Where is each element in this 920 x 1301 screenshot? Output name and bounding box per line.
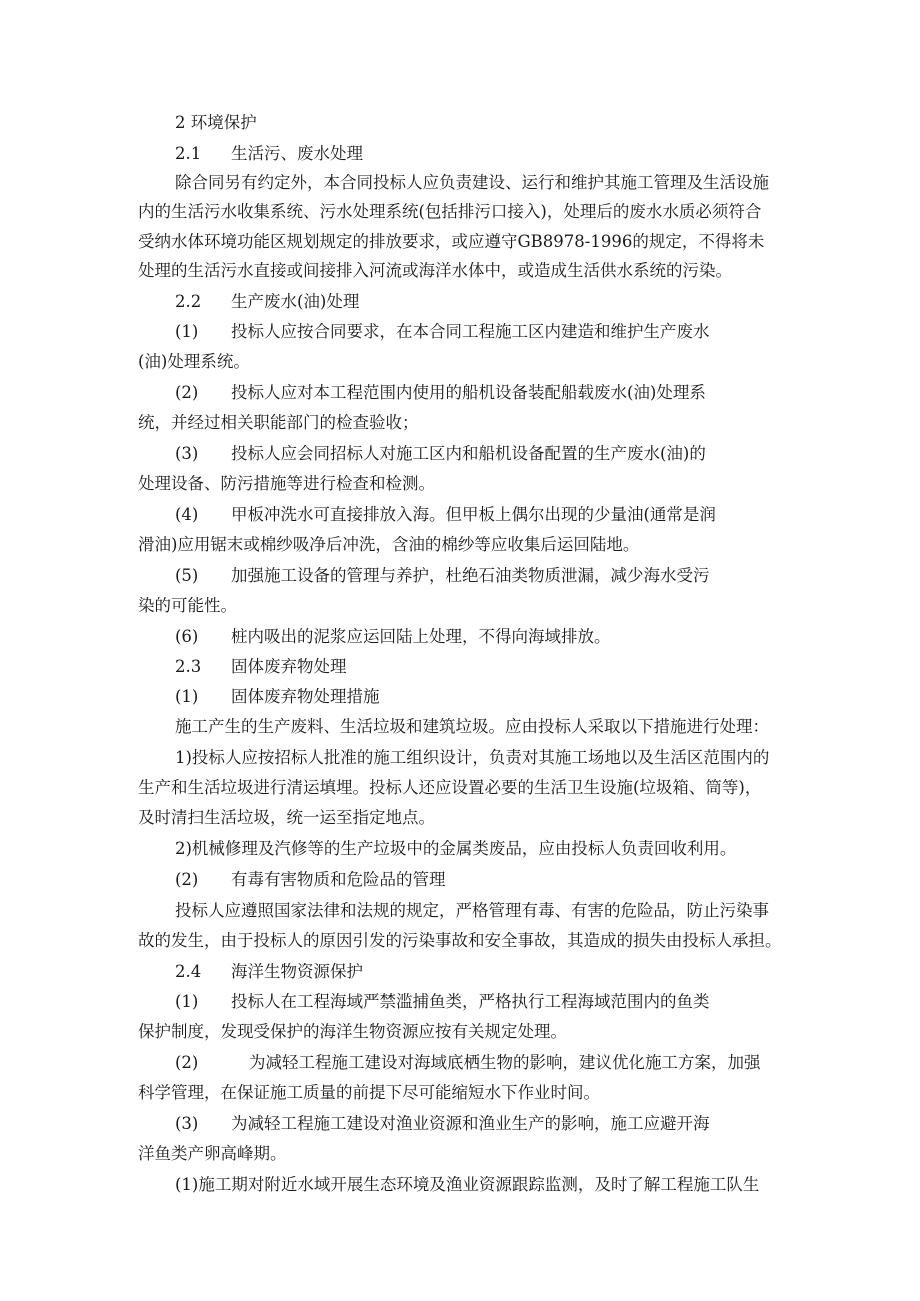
paragraph-line: 2)机械修理及汽修等的生产垃圾中的金属类废品，应由投标人负责回收利用。 [175,839,737,858]
list-item-number-line: (4) 甲板冲洗水可直接排放入海。但甲板上偶尔出现的少量油(通常是润 [175,505,716,524]
sub-item-heading: (1) 固体废弃物处理措施 [175,687,380,706]
list-item-number-line: (3) 投标人应会同招标人对施工区内和船机设备配置的生产废水(油)的 [175,444,706,463]
list-item-continuation: 洋鱼类产卵高峰期。 [138,1144,287,1163]
list-item-continuation: 染的可能性。 [138,596,237,615]
paragraph-line: 处理的生活污水直接或间接排入河流或海洋水体中，或造成生活供水系统的污染。 [138,261,732,280]
list-item-continuation: 保护制度，发现受保护的海洋生物资源应按有关规定处理。 [138,1022,567,1041]
list-item-continuation: 处理设备、防污措施等进行检查和检测。 [138,474,435,493]
list-item-number-line: (2) 为减轻工程施工建设对海域底栖生物的影响，建议优化施工方案，加强 [175,1053,761,1072]
paragraph-line: 内的生活污水收集系统、污水处理系统(包括排污口接入)，处理后的废水水质必须符合 [138,202,762,221]
paragraph-line: 施工产生的生产废料、生活垃圾和建筑垃圾。应由投标人采取以下措施进行处理： [175,717,769,736]
paragraph-line: 1)投标人应按招标人批准的施工组织设计，负责对其施工场地以及生活区范围内的 [175,748,770,767]
list-item-continuation: 滑油)应用锯末或棉纱吸净后冲洗，含油的棉纱等应收集后运回陆地。 [138,535,640,554]
paragraph-line: (1)施工期对附近水域开展生态环境及渔业资源跟踪监测，及时了解工程施工队生 [175,1175,760,1194]
sub-item-heading: (2) 有毒有害物质和危险品的管理 [175,870,446,889]
paragraph-line: 生产和生活垃圾进行清运填埋。投标人还应设置必要的生活卫生设施(垃圾箱、筒等)， [138,778,762,797]
list-item-number-line: (6) 桩内吸出的泥浆应运回陆上处理，不得向海域排放。 [175,627,611,646]
list-item-number-line: (3) 为减轻工程施工建设对渔业资源和渔业生产的影响，施工应避开海 [175,1114,710,1133]
paragraph-line: 受纳水体环境功能区规划规定的排放要求，或应遵守GB8978-1996的规定，不得将未 [138,232,765,251]
paragraph-line: 除合同另有约定外，本合同投标人应负责建设、运行和维护其施工管理及生活设施 [175,173,769,192]
subsection-2-4-heading: 2.4 海洋生物资源保护 [175,962,363,981]
list-item-continuation: 科学管理，在保证施工质量的前提下尽可能缩短水下作业时间。 [138,1083,600,1102]
paragraph-line: 及时清扫生活垃圾，统一运至指定地点。 [138,808,435,827]
subsection-2-3-heading: 2.3 固体废弃物处理 [175,657,347,676]
list-item-continuation: (油)处理系统。 [138,352,250,371]
paragraph-line: 投标人应遵照国家法律和法规的规定，严格管理有毒、有害的危险品，防止污染事 [175,901,769,920]
list-item-number-line: (1) 投标人应按合同要求，在本合同工程施工区内建造和维护生产废水 [175,322,710,341]
section-heading: 2 环境保护 [175,113,257,132]
subsection-2-1-heading: 2.1 生活污、废水处理 [175,144,363,163]
list-item-number-line: (1) 投标人在工程海域严禁滥捕鱼类，严格执行工程海域范围内的鱼类 [175,992,710,1011]
subsection-2-2-heading: 2.2 生产废水(油)处理 [175,292,360,311]
list-item-continuation: 统，并经过相关职能部门的检查验收； [138,413,419,432]
list-item-number-line: (2) 投标人应对本工程范围内使用的船机设备装配船载废水(油)处理系 [175,383,706,402]
list-item-number-line: (5) 加强施工设备的管理与养护，杜绝石油类物质泄漏，减少海水受污 [175,566,710,585]
paragraph-line: 故的发生，由于投标人的原因引发的污染事故和安全事故，其造成的损失由投标人承担。 [138,931,782,950]
